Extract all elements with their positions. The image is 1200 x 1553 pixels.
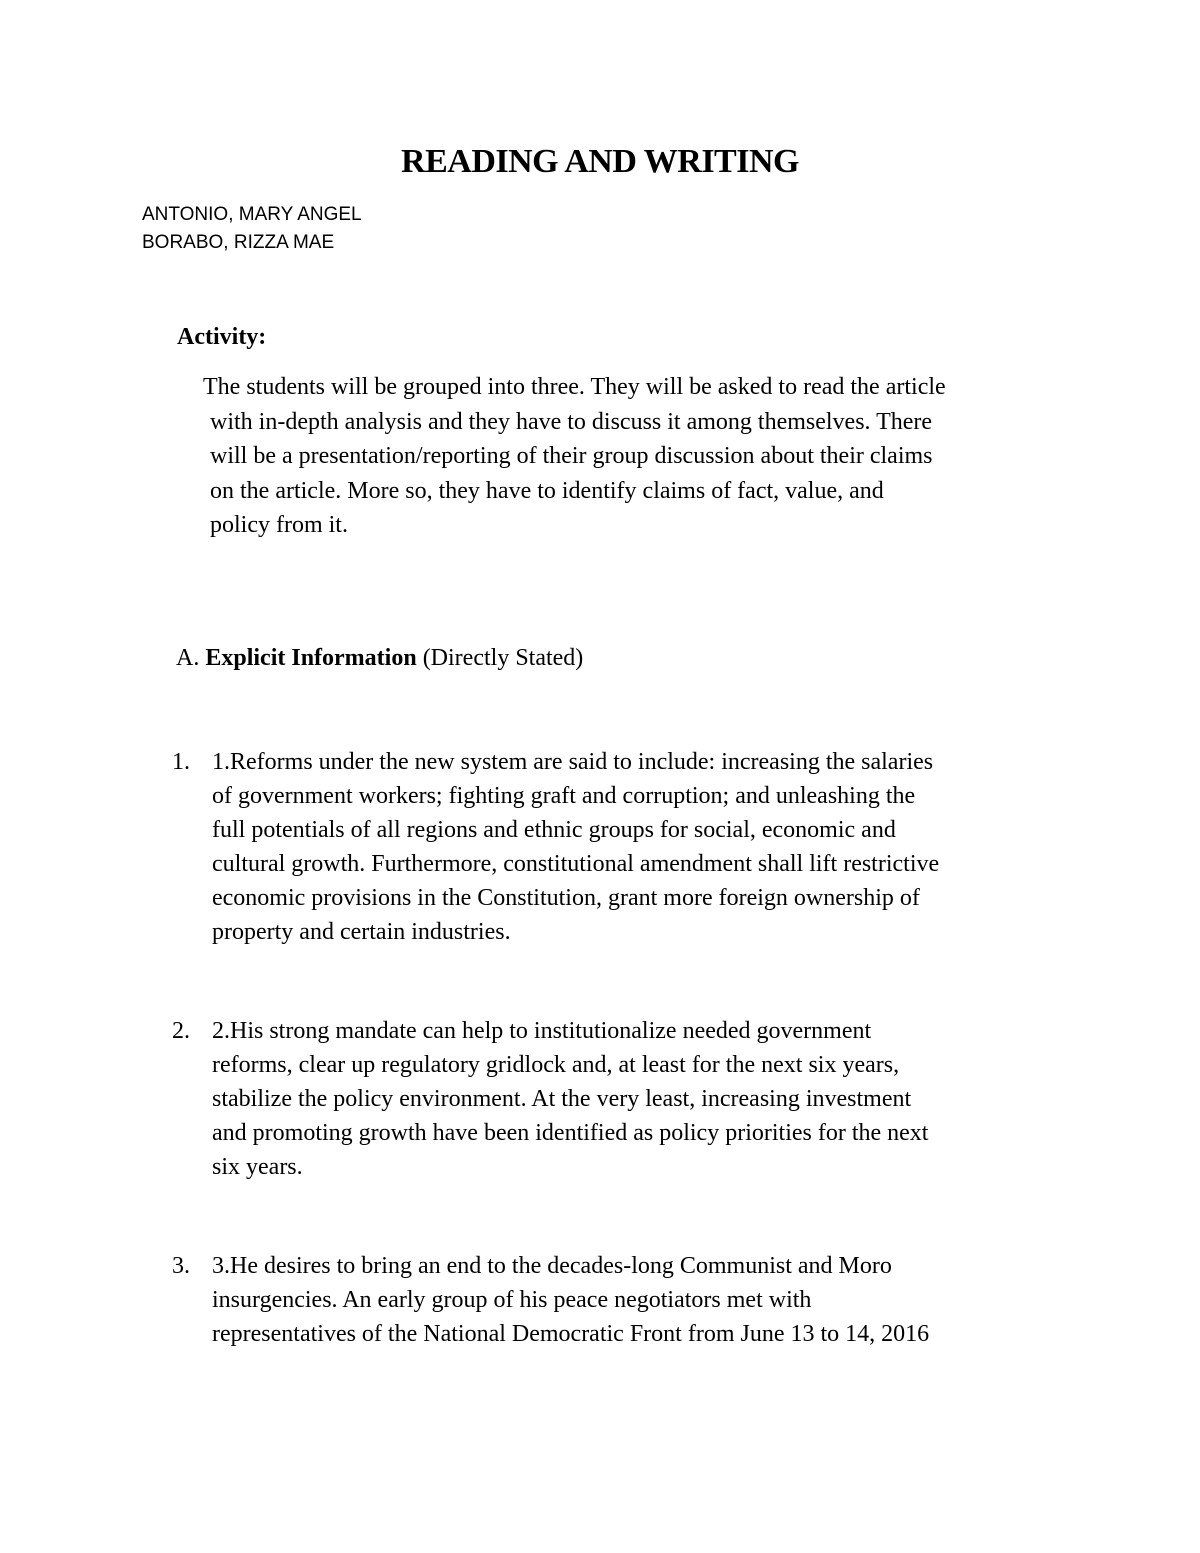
author-name: ANTONIO, MARY ANGEL bbox=[142, 204, 362, 225]
activity-line: with in-depth analysis and they have to discuss it among themselves. There bbox=[210, 408, 933, 435]
list-item-number: 3. bbox=[172, 1253, 190, 1279]
activity-line: policy from it. bbox=[210, 512, 348, 538]
list-item-line: and promoting growth have been identified as policy priorities for the next bbox=[212, 1120, 929, 1146]
section-heading bbox=[176, 645, 583, 672]
list-item-line: full potentials of all regions and ethnic groups for social, economic and bbox=[212, 817, 896, 843]
list-item-line: 2.His strong mandate can help to institutionalize needed government bbox=[212, 1018, 872, 1044]
activity-description bbox=[203, 370, 1070, 543]
list-item-line: 3.He desires to bring an end to the decades-long Communist and Moro bbox=[212, 1253, 892, 1279]
activity-line: on the article. More so, they have to identify claims of fact, value, and bbox=[210, 477, 884, 504]
activity-line: The students will be grouped into three. They will be asked to read the article bbox=[203, 374, 946, 400]
section-heading-note: (Directly Stated) bbox=[422, 645, 584, 671]
list-item-line: cultural growth. Furthermore, constitutional amendment shall lift restrictive bbox=[212, 851, 940, 877]
list-item-line: six years. bbox=[212, 1154, 303, 1180]
list-item-line: insurgencies. An early group of his peace negotiators met with bbox=[212, 1287, 812, 1313]
list-item-text bbox=[212, 1014, 928, 1184]
list-item-line: economic provisions in the Constitution, grant more foreign ownership of bbox=[212, 885, 920, 911]
list-item-text bbox=[212, 1249, 929, 1351]
activity-line: will be a presentation/reporting of their group discussion about their claims bbox=[210, 443, 933, 469]
activity-label: Activity: bbox=[177, 324, 267, 350]
document-title: READING AND WRITING bbox=[401, 143, 799, 180]
list-item-number: 2. bbox=[172, 1018, 190, 1044]
list-item-line: reforms, clear up regulatory gridlock and, at least for the next six years, bbox=[212, 1052, 900, 1078]
list-item-line: property and certain industries. bbox=[212, 919, 511, 945]
author-name: BORABO, RIZZA MAE bbox=[142, 232, 335, 253]
list-item-line: stabilize the policy environment. At the very least, increasing investment bbox=[212, 1086, 912, 1112]
list-item-line: representatives of the National Democratic Front from June 13 to 14, 2016 bbox=[212, 1321, 930, 1347]
list-item-line: 1.Reforms under the new system are said to include: increasing the salaries bbox=[212, 749, 934, 775]
section-letter: A. bbox=[176, 645, 200, 671]
section-heading-bold: Explicit Information bbox=[205, 645, 417, 671]
list-item-line: of government workers; fighting graft and corruption; and unleashing the bbox=[212, 783, 916, 809]
list-item-text bbox=[212, 745, 939, 949]
author-list bbox=[142, 201, 362, 257]
list-item-number: 1. bbox=[172, 749, 190, 775]
